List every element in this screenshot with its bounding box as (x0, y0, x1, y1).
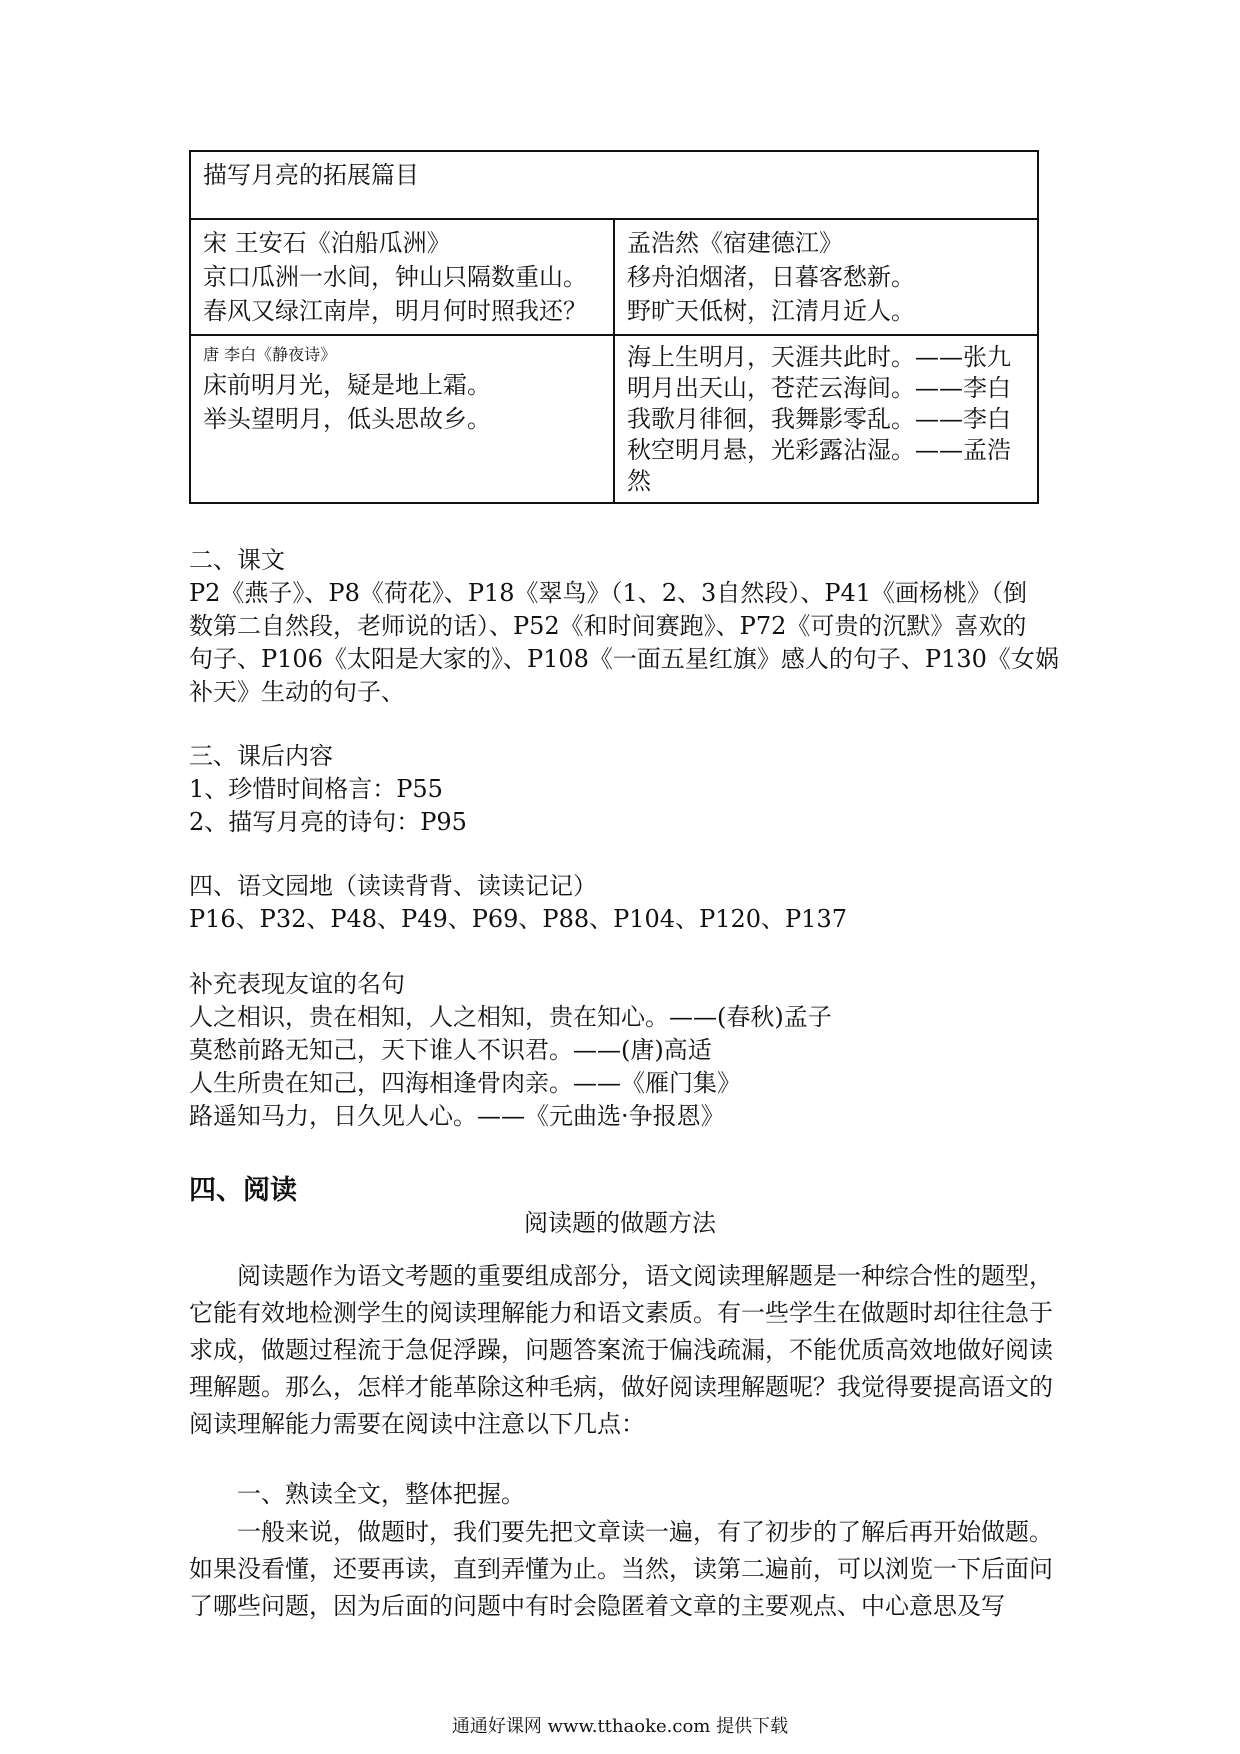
reading-title: 阅读题的做题方法 (524, 1209, 716, 1237)
text-line: 2、描写月亮的诗句：P95 (189, 808, 467, 836)
quote-line: 莫愁前路无知己，天下谁人不识君。——(唐)高适 (189, 1036, 712, 1064)
point1-heading: 一、熟读全文，整体把握。 (237, 1480, 525, 1508)
cell-meng-haoran (614, 219, 1038, 335)
quote-line: 秋空明月悬，光彩露沾湿。——孟浩 (627, 436, 1011, 464)
poem-line: 春风又绿江南岸，明月何时照我还？ (203, 297, 587, 325)
quote-line: 海上生明月，天涯共此时。——张九 (627, 343, 1011, 371)
poem-line: 京口瓜洲一水间，钟山只隔数重山。 (203, 263, 587, 291)
moon-poems-table (189, 150, 1039, 504)
poem-line: 移舟泊烟渚，日暮客愁新。 (627, 263, 915, 291)
poem-line: 野旷天低树，江清月近人。 (627, 297, 915, 325)
poem-title: 宋 王安石《泊船瓜洲》 (203, 229, 451, 257)
text-line: 数第二自然段，老师说的话）、P52《和时间赛跑》、P72《可贵的沉默》喜欢的 (189, 612, 1027, 640)
text-line: 1、珍惜时间格言：P55 (189, 775, 443, 803)
poem-title: 唐 李白《静夜诗》 (203, 345, 337, 364)
section-texts (189, 544, 1059, 709)
reading-heading: 四、阅读 (189, 1175, 297, 1206)
reading-intro: 阅读题作为语文考题的重要组成部分，语文阅读理解题是一种综合性的题型，它能有效地检测学生的阅读理解能力和语文素质。有一些学生在做题时却往往急于求成，做题过程流于急促浮躁，问题答案流于偏浅疏漏，不能优质高效地做好阅读理解题。那么，怎样才能革除这种毛病，做好阅读理解题呢？我觉得要提高语文的阅读理解能力需要在阅读中注意以下几点： (189, 1262, 1053, 1438)
section-garden (189, 870, 1059, 936)
section-after-class (189, 740, 1059, 839)
quote-line: 人生所贵在知己，四海相逢骨肉亲。——《雁门集》 (189, 1069, 741, 1097)
section-heading: 四、语文园地（读读背背、读读记记） (189, 872, 597, 900)
quote-line: 然 (627, 467, 651, 495)
section-heading: 补充表现友谊的名句 (189, 970, 405, 998)
section-friendship (189, 968, 1059, 1133)
cell-moon-quotes (614, 335, 1038, 503)
quote-line: 我歌月徘徊，我舞影零乱。——李白 (627, 405, 1011, 433)
poem-line: 床前明月光，疑是地上霜。 (203, 371, 491, 399)
poem-line: 举头望明月，低头思故乡。 (203, 405, 491, 433)
page-footer: 通通好课网 www.tthaoke.com 提供下载 (451, 1716, 789, 1737)
quote-line: 明月出天山，苍茫云海间。——李白 (627, 374, 1011, 402)
table-title: 描写月亮的拓展篇目 (190, 151, 1038, 219)
text-line: P16、P32、P48、P49、P69、P88、P104、P120、P137 (189, 905, 847, 933)
quote-line: 人之相识，贵在相知，人之相知，贵在知心。——(春秋)孟子 (189, 1003, 832, 1031)
cell-wang-anshi (190, 219, 614, 335)
section-heading: 二、课文 (189, 546, 285, 574)
point1-text: 一般来说，做题时，我们要先把文章读一遍，有了初步的了解后再开始做题。如果没看懂，还要再读，直到弄懂为止。当然，读第二遍前，可以浏览一下后面问了哪些问题，因为后面的问题中有时会隐匿着文章的主要观点、中心意思及写 (189, 1518, 1053, 1620)
cell-li-bai (190, 335, 614, 503)
poem-title: 孟浩然《宿建德江》 (627, 229, 843, 257)
text-line: 补天》生动的句子、 (189, 678, 405, 706)
text-line: P2《燕子》、P8《荷花》、P18《翠鸟》（1、2、3自然段）、P41《画杨桃》（倒 (189, 579, 1028, 607)
text-line: 句子、P106《太阳是大家的》、P108《一面五星红旗》感人的句子、P130《女娲 (189, 645, 1059, 673)
section-heading: 三、课后内容 (189, 742, 333, 770)
quote-line: 路遥知马力，日久见人心。——《元曲选·争报恩》 (189, 1102, 725, 1130)
